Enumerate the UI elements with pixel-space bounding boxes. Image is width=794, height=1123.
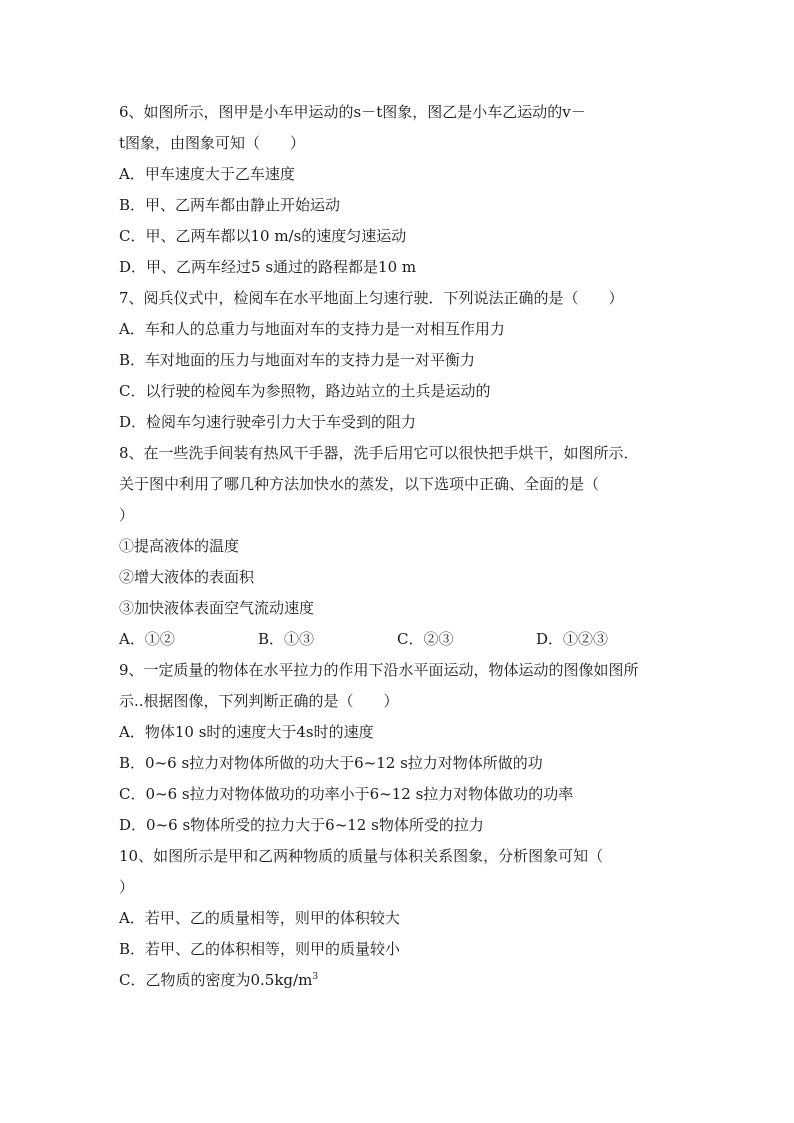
q8-option-b: B．①③ [258, 630, 315, 648]
q6-option-c: C．甲、乙两车都以10 m/s的速度匀速运动 [119, 227, 407, 245]
q10-option-c-superscript: 3 [312, 972, 319, 982]
q10-stem-line2: ） [119, 878, 135, 896]
q7-option-a: A．车和人的总重力与地面对车的支持力是一对相互作用力 [119, 320, 505, 338]
q10-stem-line1: 10、如图所示是甲和乙两种物质的质量与体积关系图象，分析图象可知（ [119, 847, 604, 865]
q10-option-c [119, 970, 318, 990]
q9-stem-line2: 示..根据图像，下列判断正确的是（ ） [119, 692, 399, 710]
q7-option-b: B．车对地面的压力与地面对车的支持力是一对平衡力 [119, 351, 476, 369]
q9-option-a: A．物体10 s时的速度大于4s时的速度 [119, 723, 374, 741]
q8-stem-line1: 8、在一些洗手间装有热风干手器，洗手后用它可以很快把手烘干，如图所示． [119, 444, 639, 462]
q6-option-b: B．甲、乙两车都由静止开始运动 [119, 196, 341, 214]
q8-option-a: A．①② [119, 630, 175, 648]
q6-stem-line2: t图象，由图象可知（ ） [119, 134, 306, 152]
q6-option-a: A．甲车速度大于乙车速度 [119, 165, 295, 183]
q9-option-b: B．0~6 s拉力对物体所做的功大于6~12 s拉力对物体所做的功 [119, 754, 543, 772]
q10-option-c-text: C．乙物质的密度为0.5kg/m [119, 971, 313, 989]
q8-option-c: C．②③ [397, 630, 454, 648]
q6-stem-line1: 6、如图所示，图甲是小车甲运动的s－t图象，图乙是小车乙运动的v－ [119, 103, 586, 121]
q9-option-d: D．0~6 s物体所受的拉力大于6~12 s物体所受的拉力 [119, 816, 484, 834]
q8-item-1: ①提高液体的温度 [119, 537, 240, 555]
q10-option-b: B．若甲、乙的体积相等，则甲的质量较小 [119, 940, 401, 958]
q8-item-3: ③加快液体表面空气流动速度 [119, 599, 315, 617]
q8-option-d: D．①②③ [536, 630, 609, 648]
q8-stem-line2: 关于图中利用了哪几种方法加快水的蒸发，以下选项中正确、全面的是（ [119, 475, 600, 493]
q8-stem-line3: ） [119, 506, 135, 524]
q8-item-2: ②增大液体的表面积 [119, 568, 255, 586]
q6-option-d: D．甲、乙两车经过5 s通过的路程都是10 m [119, 258, 417, 276]
q7-option-c: C．以行驶的检阅车为参照物，路边站立的土兵是运动的 [119, 382, 491, 400]
q9-option-c: C．0~6 s拉力对物体做功的功率小于6~12 s拉力对物体做功的功率 [119, 785, 574, 803]
q7-stem-line1: 7、阅兵仪式中，检阅车在水平地面上匀速行驶．下列说法正确的是（ ） [119, 289, 624, 307]
q9-stem-line1: 9、一定质量的物体在水平拉力的作用下沿水平面运动，物体运动的图像如图所 [119, 661, 639, 679]
q7-option-d: D．检阅车匀速行驶牵引力大于车受到的阻力 [119, 413, 417, 431]
q10-option-a: A．若甲、乙的质量相等，则甲的体积较大 [119, 909, 400, 927]
